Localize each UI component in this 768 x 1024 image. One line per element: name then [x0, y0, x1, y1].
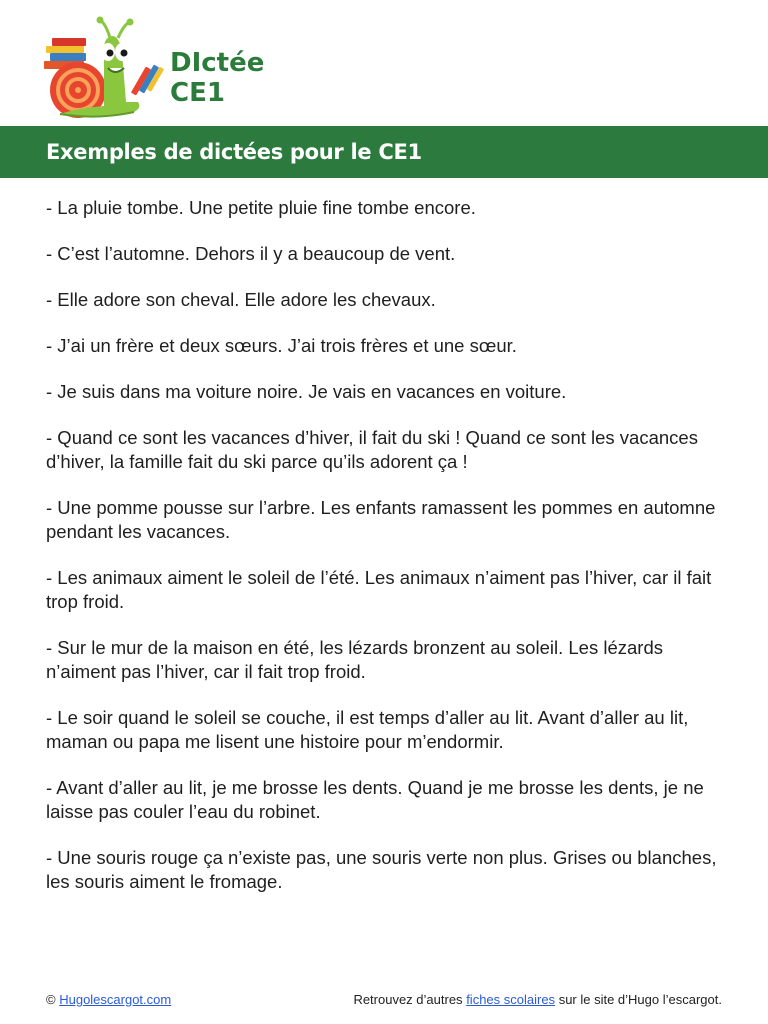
- dictee-item-1: - La pluie tombe. Une petite pluie fine tombe encore.: [46, 197, 476, 218]
- dictee-item-9: - Sur le mur de la maison en été, les lézards bronzent au soleil. Les lézards n’aiment pas l’hiver, car il fait trop froid.: [46, 637, 663, 682]
- dictee-item-7: - Une pomme pousse sur l’arbre. Les enfants ramassent les pommes en automne pendant les vacances.: [46, 497, 716, 542]
- dictee-item-6: - Quand ce sont les vacances d’hiver, il fait du ski ! Quand ce sont les vacances d’hiver, la famille fait du ski parce qu’ils adorent ça !: [46, 427, 698, 472]
- dictee-list: [46, 196, 722, 916]
- brand-title: [170, 48, 264, 108]
- dictee-item-12: - Une souris rouge ça n’existe pas, une souris verte non plus. Grises ou blanches, les souris aiment le fromage.: [46, 847, 717, 892]
- site-link[interactable]: Hugolescargot.com: [59, 992, 172, 1007]
- dictee-item-11: - Avant d’aller au lit, je me brosse les dents. Quand je me brosse les dents, je ne laisse pas couler l’eau du robinet.: [46, 777, 704, 822]
- footer-promo-prefix: Retrouvez d’autres: [353, 992, 463, 1007]
- dictee-item-4: - J’ai un frère et deux sœurs. J’ai trois frères et une sœur.: [46, 335, 517, 356]
- dictee-item-3: - Elle adore son cheval. Elle adore les chevaux.: [46, 289, 436, 310]
- dictee-item-8: - Les animaux aiment le soleil de l’été. Les animaux n’aiment pas l’hiver, car il fait trop froid.: [46, 567, 712, 612]
- page-title: Exemples de dictées pour le CE1: [46, 140, 422, 164]
- brand-title-line1: DIctée: [170, 48, 265, 78]
- copyright-symbol: ©: [46, 992, 56, 1007]
- footer-copyright: [46, 992, 171, 1007]
- footer-promo: [353, 992, 722, 1007]
- dictee-item-5: - Je suis dans ma voiture noire. Je vais en vacances en voiture.: [46, 381, 567, 402]
- dictee-item-10: - Le soir quand le soleil se couche, il est temps d’aller au lit. Avant d’aller au lit, maman ou papa me lisent une histoire pour m’endormir.: [46, 707, 689, 752]
- title-banner: [0, 126, 768, 178]
- footer-promo-suffix: sur le site d’Hugo l’escargot.: [558, 992, 722, 1007]
- snail-logo-icon: [38, 16, 164, 120]
- fiches-scolaires-link[interactable]: fiches scolaires: [466, 992, 556, 1007]
- dictee-item-2: - C’est l’automne. Dehors il y a beaucoup de vent.: [46, 243, 456, 264]
- brand-title-line2: CE1: [170, 78, 225, 108]
